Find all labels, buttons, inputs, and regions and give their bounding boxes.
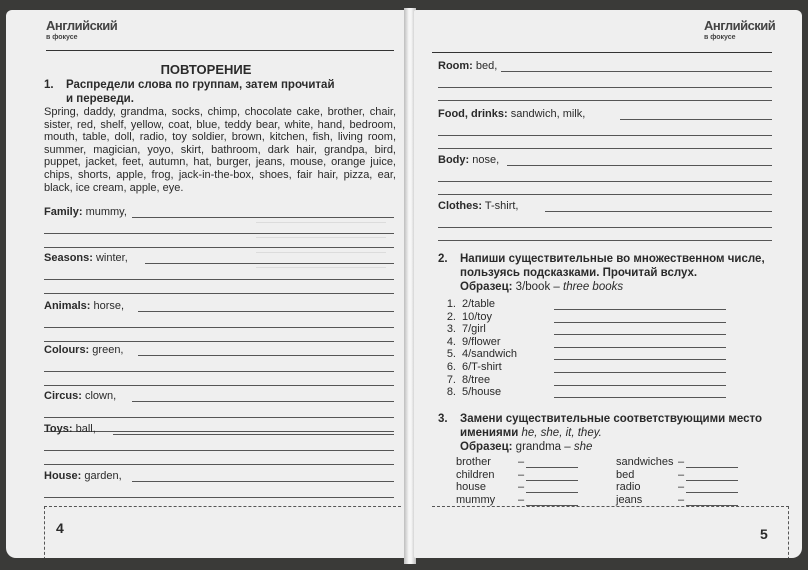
page-corner-frame bbox=[44, 506, 401, 558]
answer-line[interactable] bbox=[507, 165, 772, 166]
category-1 bbox=[44, 206, 127, 218]
plural-exercise-item bbox=[438, 374, 490, 386]
task-number: 2. bbox=[438, 253, 448, 265]
answer-line[interactable] bbox=[132, 481, 394, 482]
answer-blank[interactable] bbox=[554, 322, 726, 323]
answer-line[interactable] bbox=[132, 217, 394, 218]
item-prompt: 9/flower bbox=[462, 335, 501, 348]
item-prompt: 10/toy bbox=[462, 310, 492, 323]
category-label: Clothes: bbox=[438, 200, 482, 212]
answer-line[interactable] bbox=[113, 434, 394, 435]
category-example: garden, bbox=[84, 470, 122, 482]
task-3-instruction-line2: имениями bbox=[460, 427, 519, 439]
item-prompt: 6/T-shirt bbox=[462, 361, 502, 373]
answer-line[interactable] bbox=[44, 417, 394, 418]
answer-line[interactable] bbox=[438, 194, 772, 195]
category-label: Animals: bbox=[44, 300, 91, 312]
pronoun-exercise-word: brother bbox=[456, 456, 491, 468]
category-5 bbox=[44, 390, 116, 402]
category-example: green, bbox=[92, 344, 124, 356]
logo-title: Английский bbox=[704, 18, 776, 33]
category-label: Circus: bbox=[44, 390, 82, 402]
answer-line[interactable] bbox=[145, 263, 395, 264]
answer-line[interactable] bbox=[44, 431, 394, 432]
category-example: nose, bbox=[472, 154, 500, 166]
task-1-instruction-line1: Распредели слова по группам, затем прочитай bbox=[66, 79, 335, 91]
answer-line[interactable] bbox=[438, 100, 772, 101]
logo-subtitle: в фокусе bbox=[704, 34, 736, 41]
answer-line[interactable] bbox=[438, 148, 772, 149]
dash: – bbox=[518, 456, 525, 468]
sample-label: Образец: bbox=[460, 281, 513, 293]
word-list: Spring, daddy, grandma, socks, chimp, chocolate cake, brother, chair, sister, red, shelf, yellow, coat, blue, teddy bear, white, hand, bedroom, mouth, table, doll, radio, toy soldier, brown, kitchen, fish, living room, summer, magician, yoyo, skirt, bathroom, dark hair, grandpa, bird, puppet, jacket, feet, autumn, hat, burger, jeans, mouse, orange juice, chips, shorts, apple, frog, jack-in-the-box, shoes, fair hair, pizza, ear, black, ice cream, apple, eye. bbox=[44, 106, 396, 194]
dash: – bbox=[518, 468, 525, 481]
task-1-instruction-line2: и переведи. bbox=[66, 93, 134, 105]
category-example: clown, bbox=[84, 390, 117, 402]
pronoun-exercise-word: house bbox=[456, 481, 486, 494]
textbook-spread bbox=[4, 4, 804, 566]
answer-line[interactable] bbox=[438, 227, 772, 228]
dash: – bbox=[678, 468, 685, 481]
answer-line[interactable] bbox=[44, 464, 394, 465]
category-3 bbox=[438, 154, 499, 166]
answer-line[interactable] bbox=[501, 71, 772, 72]
sample-value: grandma bbox=[515, 441, 562, 453]
category-2 bbox=[44, 252, 128, 264]
item-prompt: 7/girl bbox=[462, 323, 486, 336]
page-title: ПОВТОРЕНИЕ bbox=[160, 62, 252, 77]
task-3-heading bbox=[438, 412, 762, 454]
answer-line[interactable] bbox=[438, 87, 772, 88]
plural-exercise-item bbox=[438, 311, 492, 323]
answer-blank[interactable] bbox=[686, 492, 738, 493]
answer-line[interactable] bbox=[44, 247, 394, 248]
answer-line[interactable] bbox=[438, 135, 772, 136]
header-rule bbox=[432, 52, 772, 53]
answer-line[interactable] bbox=[138, 311, 394, 312]
category-label: Body: bbox=[438, 154, 470, 166]
logo-subtitle: в фокусе bbox=[46, 34, 78, 41]
left-page bbox=[6, 10, 406, 558]
plural-exercise-item bbox=[438, 386, 501, 398]
task-number: 1. bbox=[44, 79, 54, 91]
task-number: 3. bbox=[438, 413, 448, 425]
pronoun-exercise-word: jeans bbox=[616, 493, 643, 506]
category-label: Colours: bbox=[44, 344, 90, 356]
sample-dash: – bbox=[564, 441, 571, 453]
item-number: 8. bbox=[446, 386, 456, 399]
answer-blank[interactable] bbox=[554, 309, 726, 310]
item-number: 7. bbox=[446, 373, 456, 386]
category-2 bbox=[438, 108, 585, 120]
answer-blank[interactable] bbox=[526, 492, 578, 493]
category-example: horse, bbox=[93, 300, 125, 312]
pronoun-exercise-word: bed bbox=[616, 468, 635, 481]
category-example: bed, bbox=[475, 60, 498, 72]
answer-line[interactable] bbox=[44, 233, 394, 234]
item-number: 6. bbox=[446, 361, 456, 373]
page-corner-frame bbox=[432, 506, 789, 558]
pronoun-exercise-word: mummy bbox=[456, 493, 496, 506]
answer-line[interactable] bbox=[132, 401, 394, 402]
category-4 bbox=[438, 200, 518, 212]
sample-answer: three books bbox=[563, 281, 624, 293]
plural-exercise-item bbox=[438, 323, 486, 335]
item-number: 1. bbox=[446, 298, 456, 310]
task-1-heading bbox=[44, 78, 335, 106]
answer-line[interactable] bbox=[44, 385, 394, 386]
answer-blank[interactable] bbox=[554, 359, 726, 360]
task-2-heading bbox=[438, 252, 765, 294]
category-example: winter, bbox=[95, 252, 128, 264]
answer-blank[interactable] bbox=[554, 372, 726, 373]
sample-dash: – bbox=[553, 281, 560, 293]
answer-blank[interactable] bbox=[526, 467, 578, 468]
category-label: Family: bbox=[44, 206, 83, 218]
dash: – bbox=[678, 456, 685, 468]
answer-line[interactable] bbox=[545, 211, 772, 212]
category-label: Room: bbox=[438, 60, 473, 72]
answer-blank[interactable] bbox=[554, 347, 726, 348]
answer-line[interactable] bbox=[438, 240, 772, 241]
item-prompt: 4/sandwich bbox=[462, 348, 518, 361]
item-prompt: 5/house bbox=[462, 386, 502, 399]
plural-exercise-item bbox=[438, 298, 495, 310]
dash: – bbox=[518, 493, 525, 506]
item-number: 2. bbox=[446, 310, 456, 323]
task-3-instruction-line1: Замени существительные соответствующими место bbox=[460, 413, 763, 425]
category-4 bbox=[44, 344, 124, 356]
dash: – bbox=[678, 493, 685, 506]
pronoun-exercise-word: children bbox=[456, 468, 495, 481]
plural-exercise-item bbox=[438, 348, 517, 360]
category-example: T-shirt, bbox=[484, 200, 519, 212]
category-7 bbox=[44, 470, 122, 482]
plural-exercise-item bbox=[438, 336, 501, 348]
page-number: 5 bbox=[760, 526, 768, 542]
item-prompt: 2/table bbox=[462, 298, 496, 310]
pronoun-list: he, she, it, they. bbox=[521, 427, 602, 439]
sample-answer: she bbox=[573, 441, 593, 453]
answer-line[interactable] bbox=[44, 497, 394, 498]
answer-blank[interactable] bbox=[554, 334, 726, 335]
answer-blank[interactable] bbox=[554, 385, 726, 386]
category-example: mummy, bbox=[85, 206, 127, 218]
answer-line[interactable] bbox=[44, 450, 394, 451]
series-logo bbox=[704, 20, 775, 44]
answer-line[interactable] bbox=[44, 327, 394, 328]
sample-label: Образец: bbox=[460, 441, 513, 453]
category-3 bbox=[44, 300, 124, 312]
answer-line[interactable] bbox=[138, 355, 394, 356]
logo-title: Английский bbox=[46, 18, 118, 33]
page-number: 4 bbox=[56, 520, 64, 536]
task-2-instruction-line2: пользуясь подсказками. Прочитай вслух. bbox=[460, 267, 698, 279]
dash: – bbox=[678, 481, 685, 494]
answer-line[interactable] bbox=[44, 279, 394, 280]
answer-line[interactable] bbox=[44, 293, 394, 294]
answer-line[interactable] bbox=[438, 181, 772, 182]
pronoun-exercise-word: radio bbox=[616, 481, 641, 494]
sample-value: 3/book bbox=[515, 281, 551, 293]
answer-blank[interactable] bbox=[686, 480, 738, 481]
category-1 bbox=[438, 60, 497, 72]
category-label: House: bbox=[44, 470, 82, 482]
answer-blank[interactable] bbox=[554, 397, 726, 398]
item-number: 4. bbox=[446, 335, 456, 348]
item-number: 5. bbox=[446, 348, 456, 361]
category-example: ball, bbox=[75, 423, 96, 435]
show-through-print bbox=[256, 210, 386, 268]
category-6 bbox=[44, 423, 96, 435]
category-label: Toys: bbox=[44, 423, 73, 435]
category-example: sandwich, milk, bbox=[510, 108, 586, 120]
item-prompt: 8/tree bbox=[462, 373, 491, 386]
header-rule bbox=[46, 50, 394, 51]
pronoun-exercise-word: sandwiches bbox=[616, 456, 674, 468]
answer-line[interactable] bbox=[44, 371, 394, 372]
plural-exercise-item bbox=[438, 361, 502, 373]
answer-line[interactable] bbox=[620, 119, 772, 120]
task-2-instruction-line1: Напиши существительные во множественном числе, bbox=[460, 253, 765, 265]
answer-blank[interactable] bbox=[686, 467, 738, 468]
item-number: 3. bbox=[446, 323, 456, 336]
right-page bbox=[414, 10, 802, 558]
series-logo bbox=[46, 20, 117, 44]
answer-line[interactable] bbox=[44, 341, 394, 342]
category-label: Food, drinks: bbox=[438, 108, 508, 120]
answer-blank[interactable] bbox=[526, 480, 578, 481]
dash: – bbox=[518, 481, 525, 494]
category-label: Seasons: bbox=[44, 252, 93, 264]
